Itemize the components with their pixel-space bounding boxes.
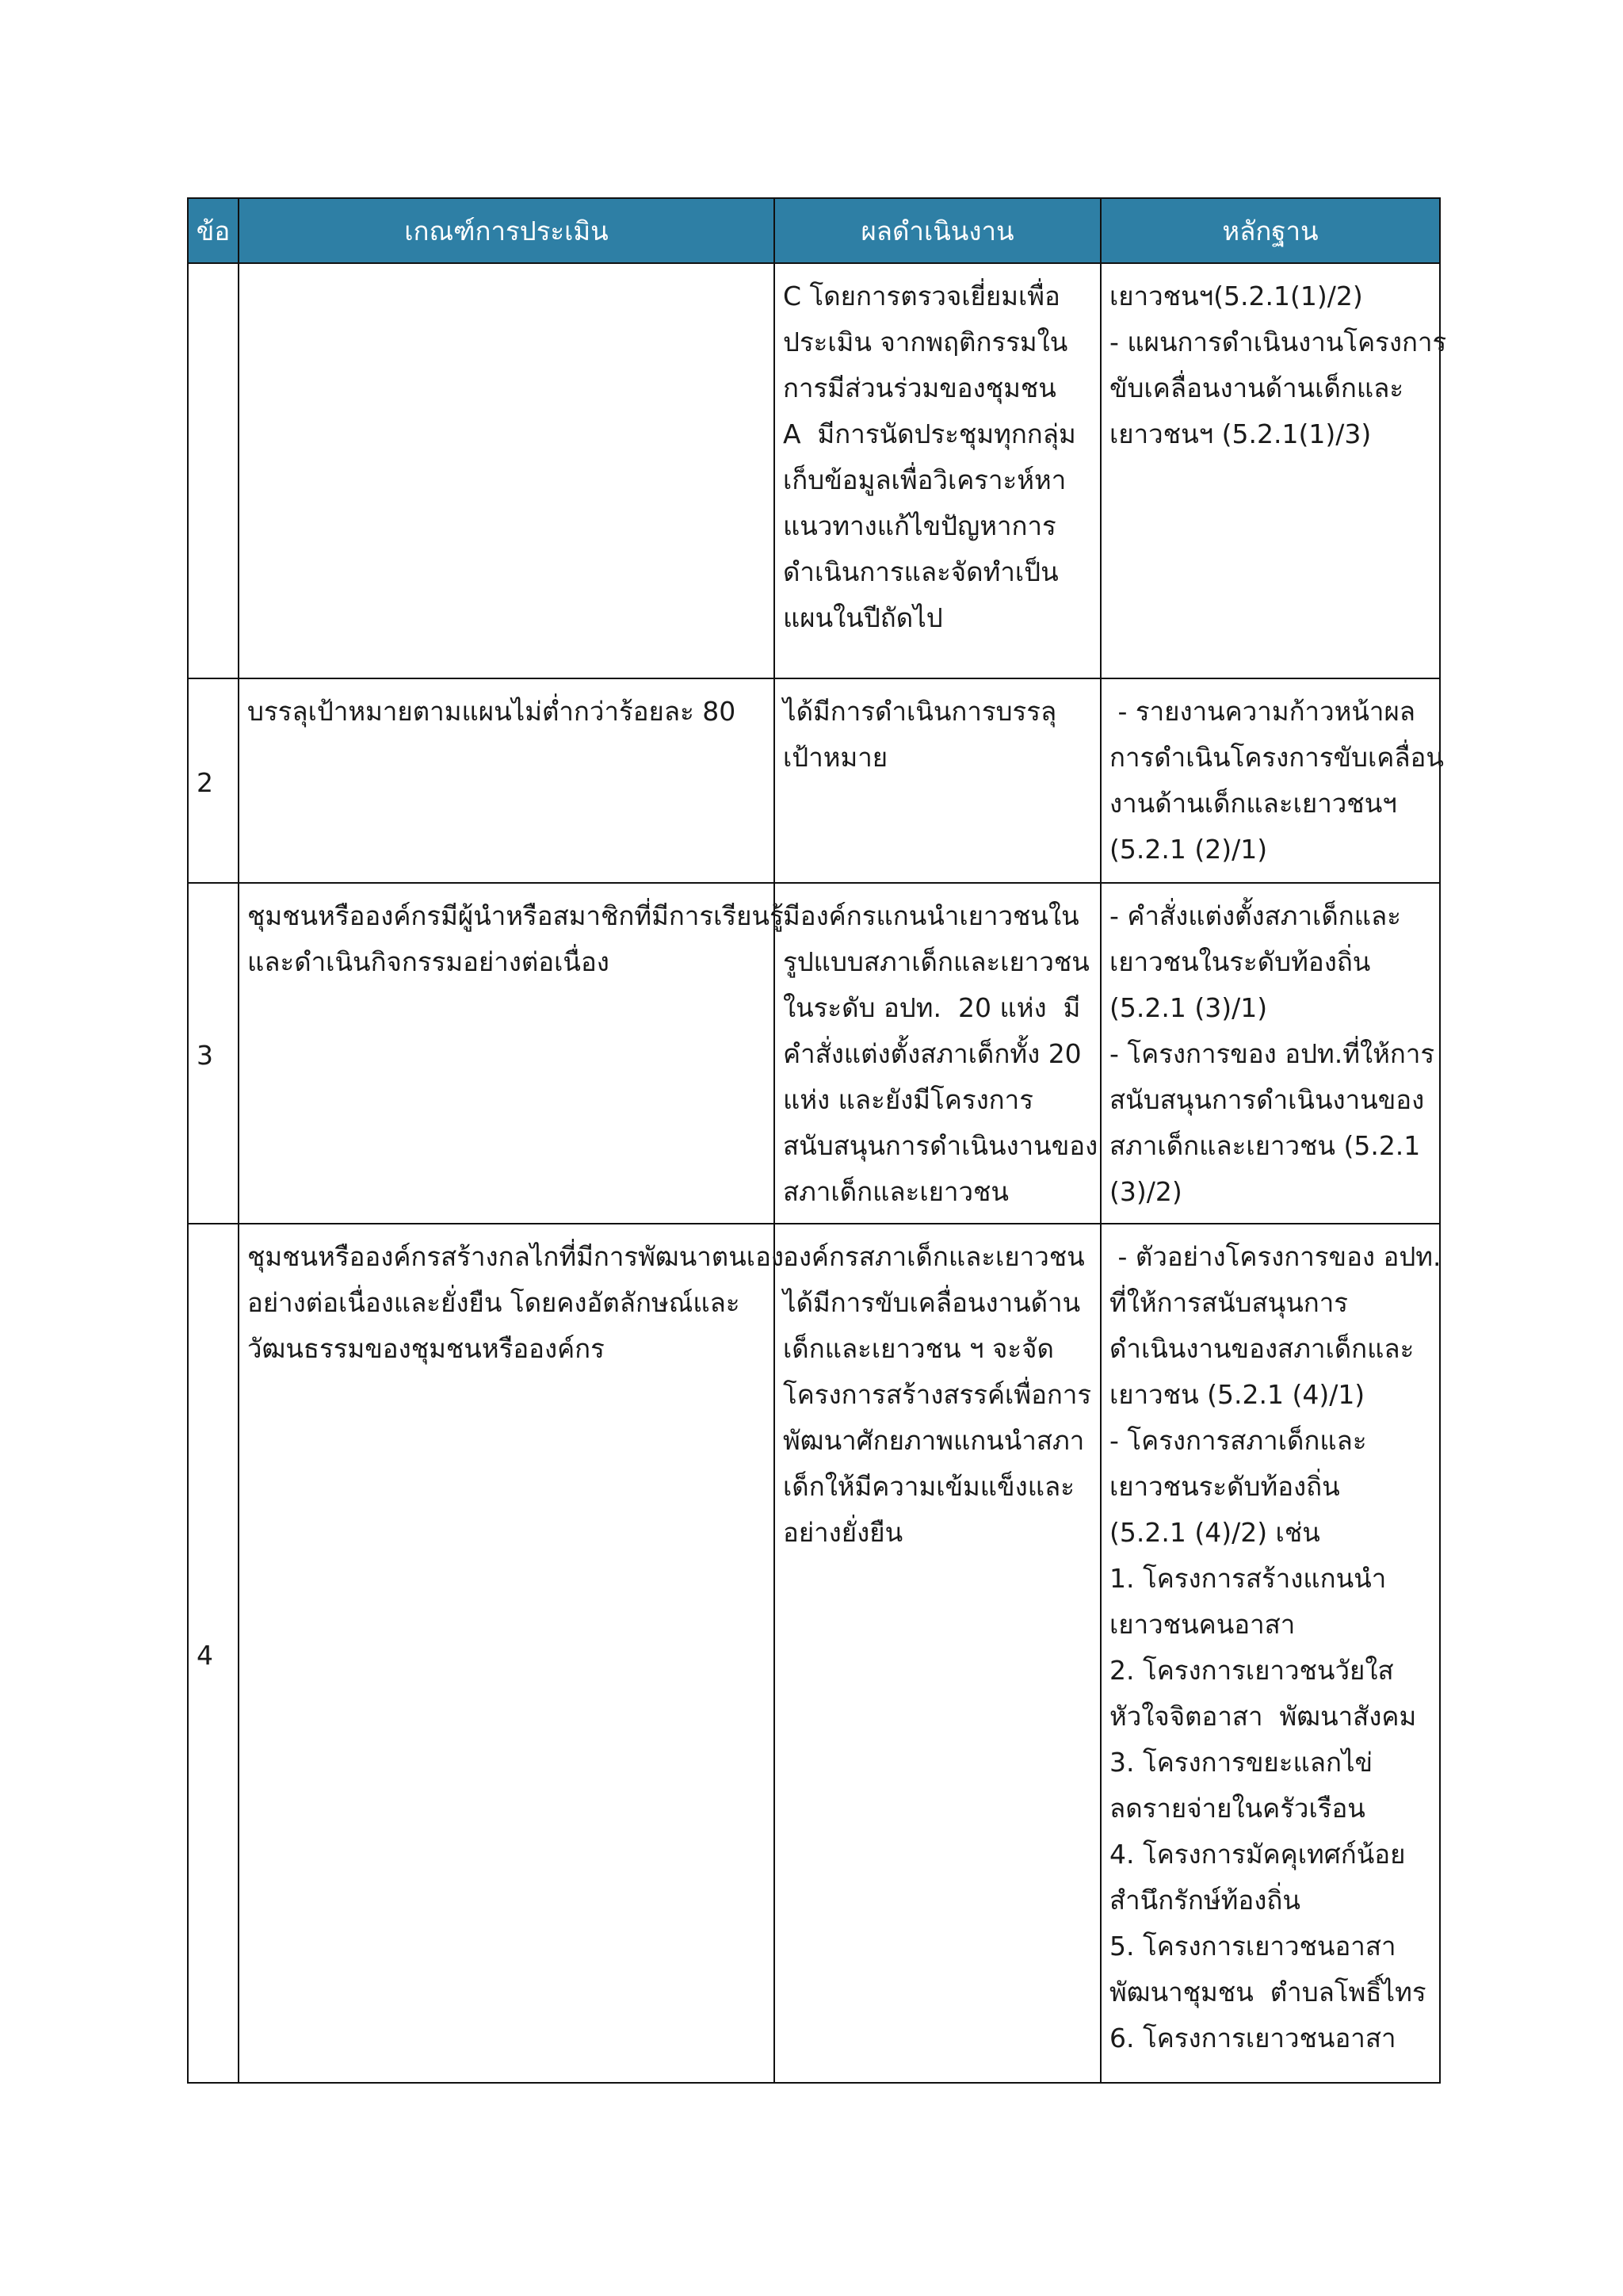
- assessment-table: [187, 197, 1447, 2084]
- header-criteria: เกณฑ์การประเมิน: [239, 198, 774, 263]
- evidence-line: เยาวชนฯ (5.2.1(1)/3): [1109, 418, 1372, 449]
- criteria-cell: [239, 678, 774, 883]
- results-line: การมีส่วนร่วมของชุมชน: [783, 372, 1056, 403]
- results-line: รูปแบบสภาเด็กและเยาวชน: [783, 946, 1090, 977]
- results-cell: [774, 263, 1101, 678]
- results-line: แผนในปีถัดไป: [783, 602, 943, 633]
- evidence-line: สนับสนุนการดำเนินงานของ: [1109, 1084, 1425, 1115]
- results-line: สนับสนุนการดำเนินงานของ: [783, 1130, 1098, 1161]
- results-cell: [774, 883, 1101, 1224]
- evidence-line: เยาวชนฯ(5.2.1(1)/2): [1109, 281, 1363, 311]
- results-line: ได้มีการดำเนินการบรรลุ: [783, 696, 1057, 727]
- evidence-line: 6. โครงการเยาวชนอาสา: [1109, 2023, 1396, 2053]
- header-item-no: ข้อ: [188, 198, 239, 263]
- evidence-line: 4. โครงการมัคคุเทศก์น้อย: [1109, 1839, 1406, 1870]
- evidence-line: เยาวชนคนอาสา: [1109, 1609, 1296, 1640]
- evidence-line: 3. โครงการขยะแลกไข่: [1109, 1747, 1373, 1778]
- results-line: พัฒนาศักยภาพแกนนำสภา: [783, 1425, 1085, 1456]
- results-line: มีองค์กรแกนนำเยาวชนใน: [783, 900, 1079, 931]
- evidence-line: - ตัวอย่างโครงการของ อปท.: [1109, 1241, 1442, 1272]
- evidence-line: 5. โครงการเยาวชนอาสา: [1109, 1931, 1396, 1962]
- results-cell: [774, 1224, 1101, 2083]
- results-line: องค์กรสภาเด็กและเยาวชน: [783, 1241, 1085, 1272]
- results-line: ได้มีการขับเคลื่อนงานด้าน: [783, 1287, 1081, 1318]
- item-number: 2: [188, 678, 239, 883]
- evidence-cell: [1101, 263, 1447, 678]
- criteria-line: วัฒนธรรมของชุมชนหรือองค์กร: [247, 1333, 605, 1364]
- evidence-cell: [1101, 883, 1440, 1224]
- results-line: ประเมิน จากพฤติกรรมใน: [783, 327, 1068, 357]
- evidence-line: หัวใจจิตอาสา พัฒนาสังคม: [1109, 1701, 1417, 1732]
- results-line: เก็บข้อมูลเพื่อวิเคราะห์หา: [783, 464, 1067, 495]
- item-number: 3: [188, 883, 239, 1224]
- evidence-line: 2. โครงการเยาวชนวัยใส: [1109, 1655, 1394, 1686]
- evidence-cell: [1101, 678, 1444, 883]
- criteria-cell: [239, 883, 784, 1224]
- evidence-line: เยาวชนในระดับท้องถิ่น: [1109, 946, 1371, 977]
- results-line: เป้าหมาย: [783, 742, 888, 773]
- evidence-line: เยาวชน (5.2.1 (4)/1): [1109, 1379, 1365, 1410]
- results-line: ในระดับ อปท. 20 แห่ง มี: [783, 992, 1081, 1023]
- evidence-line: ลดรายจ่ายในครัวเรือน: [1109, 1793, 1365, 1824]
- criteria-line: บรรลุเป้าหมายตามแผนไม่ต่ำกว่าร้อยละ 80: [247, 696, 736, 727]
- evidence-line: ขับเคลื่อนงานด้านเด็กและ: [1109, 372, 1404, 403]
- table-row: [188, 678, 1440, 883]
- header-results: ผลดำเนินงาน: [774, 198, 1101, 263]
- evidence-line: - โครงการของ อปท.ที่ให้การ: [1109, 1038, 1435, 1069]
- evidence-line: - รายงานความก้าวหน้าผล: [1109, 696, 1416, 727]
- evidence-line: ดำเนินงานของสภาเด็กและ: [1109, 1333, 1415, 1364]
- evidence-line: (5.2.1 (4)/2) เช่น: [1109, 1517, 1320, 1548]
- results-line: ดำเนินการและจัดทำเป็น: [783, 556, 1059, 587]
- evidence-line: งานด้านเด็กและเยาวชนฯ: [1109, 788, 1397, 819]
- criteria-line: ชุมชนหรือองค์กรมีผู้นำหรือสมาชิกที่มีการเรียนรู้: [247, 900, 784, 931]
- table-row: [188, 1224, 1440, 2083]
- evidence-line: เยาวชนระดับท้องถิ่น: [1109, 1471, 1340, 1502]
- table-row: [188, 883, 1440, 1224]
- results-line: โครงการสร้างสรรค์เพื่อการ: [783, 1379, 1092, 1410]
- evidence-line: การดำเนินโครงการขับเคลื่อน: [1109, 742, 1444, 773]
- evidence-line: (3)/2): [1109, 1176, 1182, 1207]
- header-evidence: หลักฐาน: [1101, 198, 1440, 263]
- criteria-line: และดำเนินกิจกรรมอย่างต่อเนื่อง: [247, 946, 609, 977]
- evidence-line: - โครงการสภาเด็กและ: [1109, 1425, 1367, 1456]
- evidence-line: สภาเด็กและเยาวชน (5.2.1: [1109, 1130, 1421, 1161]
- item-number: 4: [188, 1224, 239, 2083]
- results-cell: [774, 678, 1101, 883]
- results-line: C โดยการตรวจเยี่ยมเพื่อ: [783, 281, 1060, 311]
- evidence-line: สำนึกรักษ์ท้องถิ่น: [1109, 1885, 1300, 1916]
- criteria-line: ชุมชนหรือองค์กรสร้างกลไกที่มีการพัฒนาตนเอง: [247, 1241, 784, 1272]
- evidence-line: (5.2.1 (3)/1): [1109, 992, 1268, 1023]
- criteria-line: อย่างต่อเนื่องและยั่งยืน โดยคงอัตลักษณ์และ: [247, 1287, 740, 1318]
- evidence-line: 1. โครงการสร้างแกนนำ: [1109, 1563, 1387, 1594]
- table-row: [188, 263, 1440, 678]
- item-number: [188, 263, 239, 678]
- evidence-line: (5.2.1 (2)/1): [1109, 834, 1268, 865]
- criteria-cell: [239, 263, 774, 678]
- results-line: แนวทางแก้ไขปัญหาการ: [783, 510, 1056, 541]
- evidence-line: - คำสั่งแต่งตั้งสภาเด็กและ: [1109, 900, 1401, 931]
- results-line: สภาเด็กและเยาวชน: [783, 1176, 1009, 1207]
- results-line: แห่ง และยังมีโครงการ: [783, 1084, 1033, 1115]
- results-line: เด็กให้มีความเข้มแข็งและ: [783, 1471, 1075, 1502]
- table-header-row: [188, 198, 1440, 263]
- results-line: อย่างยั่งยืน: [783, 1517, 903, 1548]
- evidence-cell: [1101, 1224, 1440, 2083]
- results-line: เด็กและเยาวชน ฯ จะจัด: [783, 1333, 1054, 1364]
- results-line: คำสั่งแต่งตั้งสภาเด็กทั้ง 20: [783, 1038, 1082, 1069]
- results-line: A มีการนัดประชุมทุกกลุ่ม: [783, 418, 1076, 449]
- evidence-line: ที่ให้การสนับสนุนการ: [1109, 1287, 1348, 1318]
- evidence-line: - แผนการดำเนินงานโครงการ: [1109, 327, 1447, 357]
- evidence-line: พัฒนาชุมชน ตำบลโพธิ์ไทร: [1109, 1977, 1426, 2008]
- criteria-cell: [239, 1224, 784, 2083]
